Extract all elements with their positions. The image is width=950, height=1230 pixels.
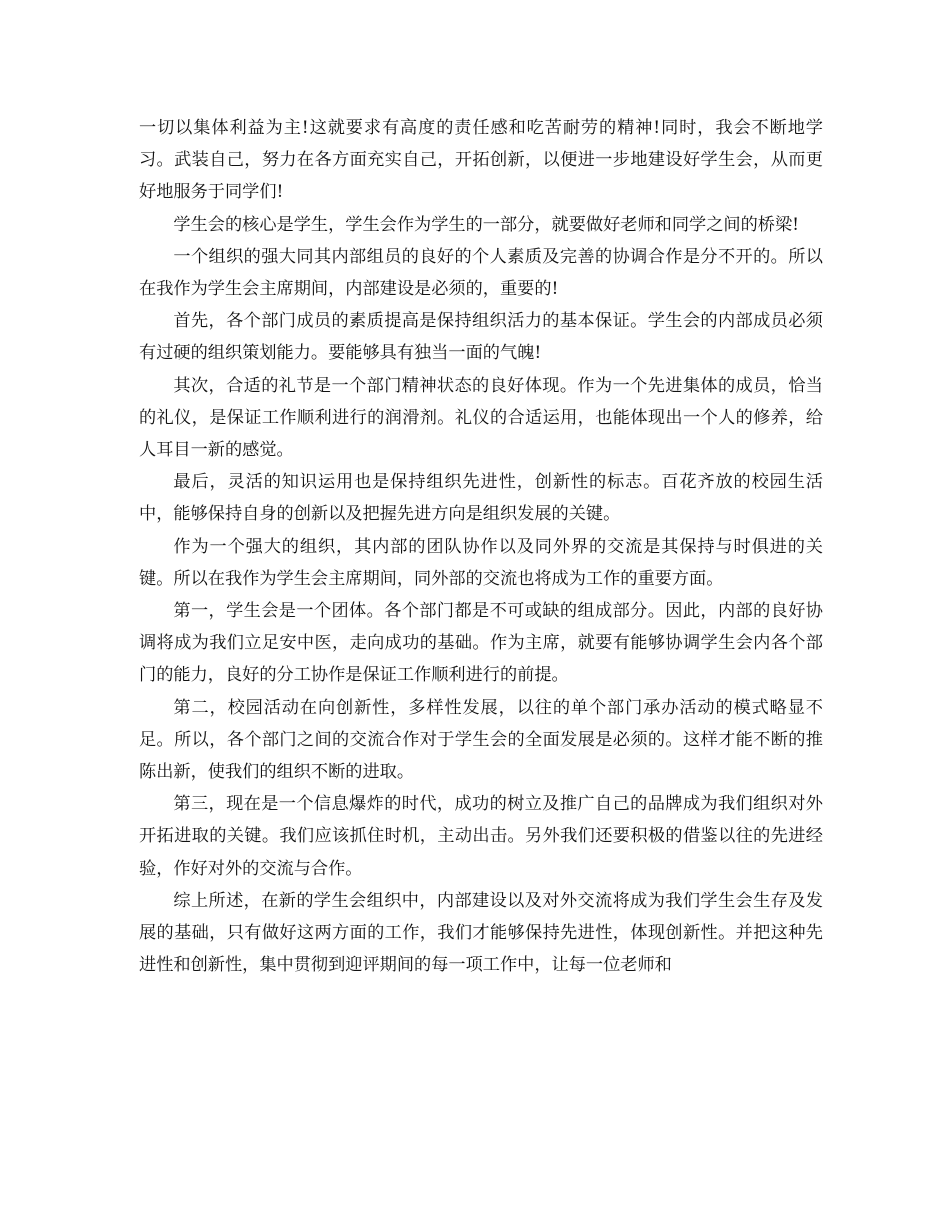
paragraph: 其次，合适的礼节是一个部门精神状态的良好体现。作为一个先进集体的成员，恰当的礼仪，是保证工作顺利进行的润滑剂。礼仪的合适运用，也能体现出一个人的修养，给人耳目一新的感觉。 [139, 375, 823, 461]
paragraph: 一个组织的强大同其内部组员的良好的个人素质及完善的协调合作是分不开的。所以在我作为学生会主席期间，内部建设是必须的，重要的! [139, 246, 823, 300]
document-body [139, 112, 823, 981]
paragraph: 第三，现在是一个信息爆炸的时代，成功的树立及推广自己的品牌成为我们组织对外开拓进取的关键。我们应该抓住时机，主动出击。另外我们还要积极的借鉴以往的先进经验，作好对外的交流与合作。 [139, 794, 823, 879]
paragraph-continued: 一切以集体利益为主!这就要求有高度的责任感和吃苦耐劳的精神!同时，我会不断地学习。武装自己，努力在各方面充实自己，开拓创新，以便进一步地建设好学生会，从而更好地服务于同学们! [139, 118, 823, 203]
paragraph: 学生会的核心是学生，学生会作为学生的一部分，就要做好老师和同学之间的桥梁! [173, 214, 800, 235]
paragraph: 第一，学生会是一个团体。各个部门都是不可或缺的组成部分。因此，内部的良好协调将成为我们立足安中医，走向成功的基础。作为主席，就要有能够协调学生会内各个部门的能力，良好的分工协作是保证工作顺利进行的前提。 [139, 601, 823, 686]
paragraph: 首先，各个部门成员的素质提高是保持组织活力的基本保证。学生会的内部成员必须有过硬的组织策划能力。要能够具有独当一面的气魄! [139, 311, 823, 364]
paragraph: 综上所述，在新的学生会组织中，内部建设以及对外交流将成为我们学生会生存及发展的基础，只有做好这两方面的工作，我们才能够保持先进性，体现创新性。并把这种先进性和创新性，集中贯彻到迎评期间的每一项工作中，让每一位老师和 [139, 890, 823, 976]
paragraph: 作为一个强大的组织，其内部的团队协作以及同外界的交流是其保持与时俱进的关键。所以在我作为学生会主席期间，同外部的交流也将成为工作的重要方面。 [139, 536, 823, 589]
paragraph: 第二，校园活动在向创新性，多样性发展，以往的单个部门承办活动的模式略显不足。所以，各个部门之间的交流合作对于学生会的全面发展是必须的。这样才能不断的推陈出新，使我们的组织不断的进取。 [139, 697, 823, 783]
paragraph: 最后，灵活的知识运用也是保持组织先进性，创新性的标志。百花齐放的校园生活中，能够保持自身的创新以及把握先进方向是组织发展的关键。 [139, 472, 823, 525]
